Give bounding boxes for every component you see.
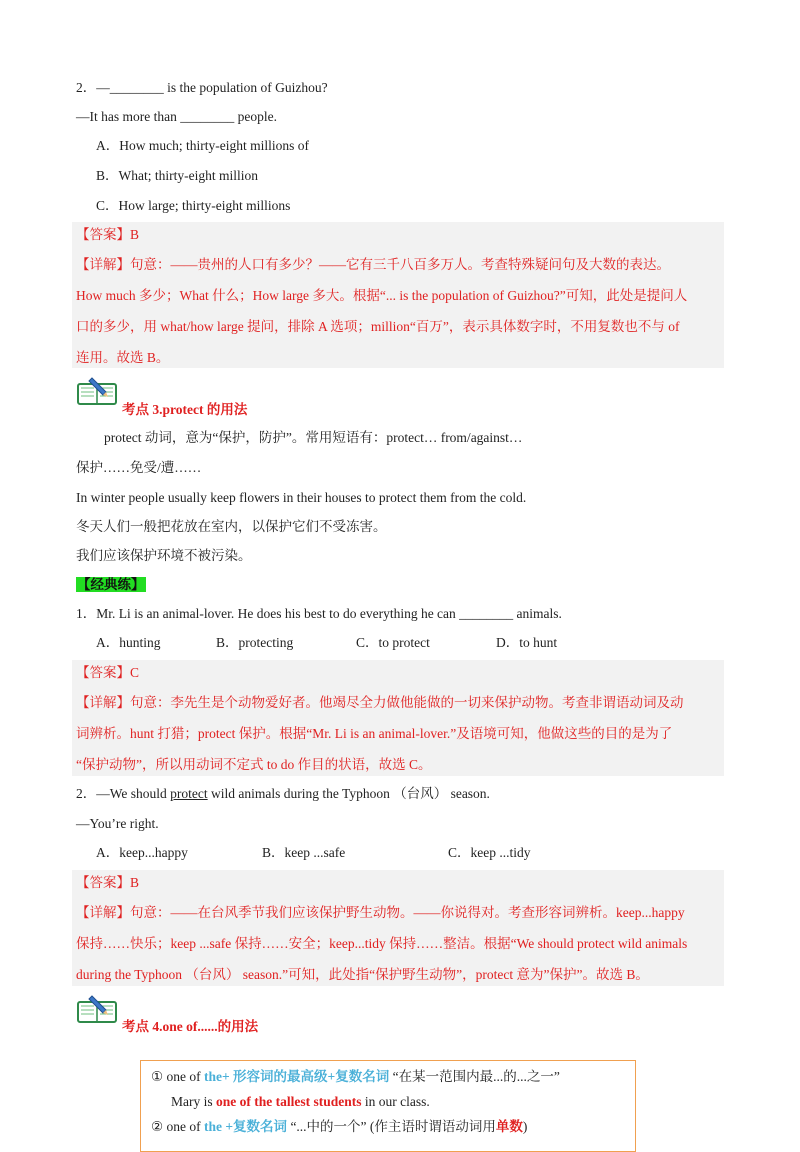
row-emphasis: 单数 — [495, 1119, 523, 1134]
stem-part: wild animals during the Typhoon （台风） season. — [207, 786, 490, 801]
detail-line: 【详解】句意：——在台风季节我们应该保护野生动物。——你说得对。考查形容词辨析。keep...happy — [76, 905, 685, 920]
question-stem: 1．Mr. Li is an animal-lover. He does his best to do everything he can ________ animals. — [76, 606, 562, 621]
book-pencil-icon — [76, 994, 120, 1024]
answer-label: 【答案】B — [76, 227, 140, 242]
option-a: A．How much; thirty-eight millions of — [96, 138, 309, 153]
answer-box — [72, 870, 724, 986]
row-text: “在某一范围内最...的...之一” — [389, 1069, 560, 1084]
option-b: B．protecting — [216, 635, 294, 650]
detail-line: during the Typhoon （台风） season.”可知，此处指“保护野生动物”，protect 意为”保护”。故选 B。 — [76, 967, 649, 982]
option-c: C．How large; thirty-eight millions — [96, 198, 291, 213]
option-a: A．hunting — [96, 635, 161, 650]
option-c: C．to protect — [356, 635, 430, 650]
option-d: D．to hunt — [496, 635, 558, 650]
detail-line: 保持……快乐；keep ...safe 保持……安全；keep...tidy 保持……整洁。根据“We should protect wild animals — [76, 936, 688, 951]
row-highlight: the +复数名词 — [203, 1119, 288, 1134]
option-a: A．keep...happy — [96, 845, 188, 860]
example-text: Mary is — [171, 1094, 216, 1109]
usage-row — [151, 1117, 527, 1137]
row-text: ) — [522, 1119, 528, 1134]
row-number: ② — [151, 1119, 164, 1134]
row-text: one of — [163, 1119, 204, 1134]
row-text: one of — [163, 1069, 204, 1084]
key-point-title: 考点 3.protect 的用法 — [122, 402, 248, 417]
detail-line: How much 多少；What 什么；How large 多大。根据“... is the population of Guizhou?”可知，此处是提问人 — [76, 288, 688, 303]
example-sentence: In winter people usually keep flowers in their houses to protect them from the cold. — [76, 490, 527, 505]
usage-example — [171, 1092, 430, 1112]
question-stem: 2．—________ is the population of Guizhou? — [76, 80, 328, 95]
book-pencil-icon — [76, 376, 120, 406]
explanation-line: 保护……免受/遭…… — [76, 460, 202, 475]
question-reply: —It has more than ________ people. — [76, 109, 277, 124]
stem-part: 2．—We should — [76, 786, 171, 801]
example-highlight: one of the tallest students — [216, 1094, 362, 1109]
explanation-line: protect 动词，意为“保护，防护”。常用短语有：protect… from/against… — [104, 430, 523, 445]
usage-row — [151, 1067, 560, 1087]
row-highlight: the+ 形容词的最高级+复数名词 — [203, 1069, 390, 1084]
detail-line: 【详解】句意：——贵州的人口有多少？——它有三千八百多万人。考查特殊疑问句及大数的表达。 — [76, 257, 670, 272]
option-b: B．keep ...safe — [262, 845, 346, 860]
option-c: C．keep ...tidy — [448, 845, 531, 860]
question-reply: —You’re right. — [76, 816, 159, 831]
detail-line: 连用。故选 B。 — [76, 350, 170, 365]
example-text: in our class. — [361, 1094, 430, 1109]
detail-line: 【详解】句意：李先生是个动物爱好者。他竭尽全力做他能做的一切来保护动物。考查非谓语动词及动 — [76, 695, 684, 710]
detail-line: 口的多少，用 what/how large 提问，排除 A 选项；million“百万”，表示具体数字时，不用复数也不与 of — [76, 319, 680, 334]
usage-table — [140, 1060, 636, 1152]
question-stem — [76, 784, 490, 804]
answer-box — [72, 222, 724, 368]
example-translation: 我们应该保护环境不被污染。 — [76, 548, 252, 563]
example-translation: 冬天人们一般把花放在室内，以保护它们不受冻害。 — [76, 519, 387, 534]
answer-label: 【答案】B — [76, 875, 140, 890]
row-text: “...中的一个” (作主语时谓语动词用 — [287, 1119, 496, 1134]
option-b: B．What; thirty-eight million — [96, 168, 258, 183]
answer-box — [72, 660, 724, 776]
underlined-word: protect — [170, 786, 208, 801]
practice-tag: 【经典练】 — [77, 577, 145, 592]
detail-line: 词辨析。hunt 打猎；protect 保护。根据“Mr. Li is an animal-lover.”及语境可知，他做这些的目的是为了 — [76, 726, 673, 741]
row-number: ① — [151, 1069, 164, 1084]
detail-line: “保护动物”，所以用动词不定式 to do 作目的状语，故选 C。 — [76, 757, 432, 772]
key-point-title: 考点 4.one of......的用法 — [122, 1019, 259, 1034]
answer-label: 【答案】C — [76, 665, 140, 680]
